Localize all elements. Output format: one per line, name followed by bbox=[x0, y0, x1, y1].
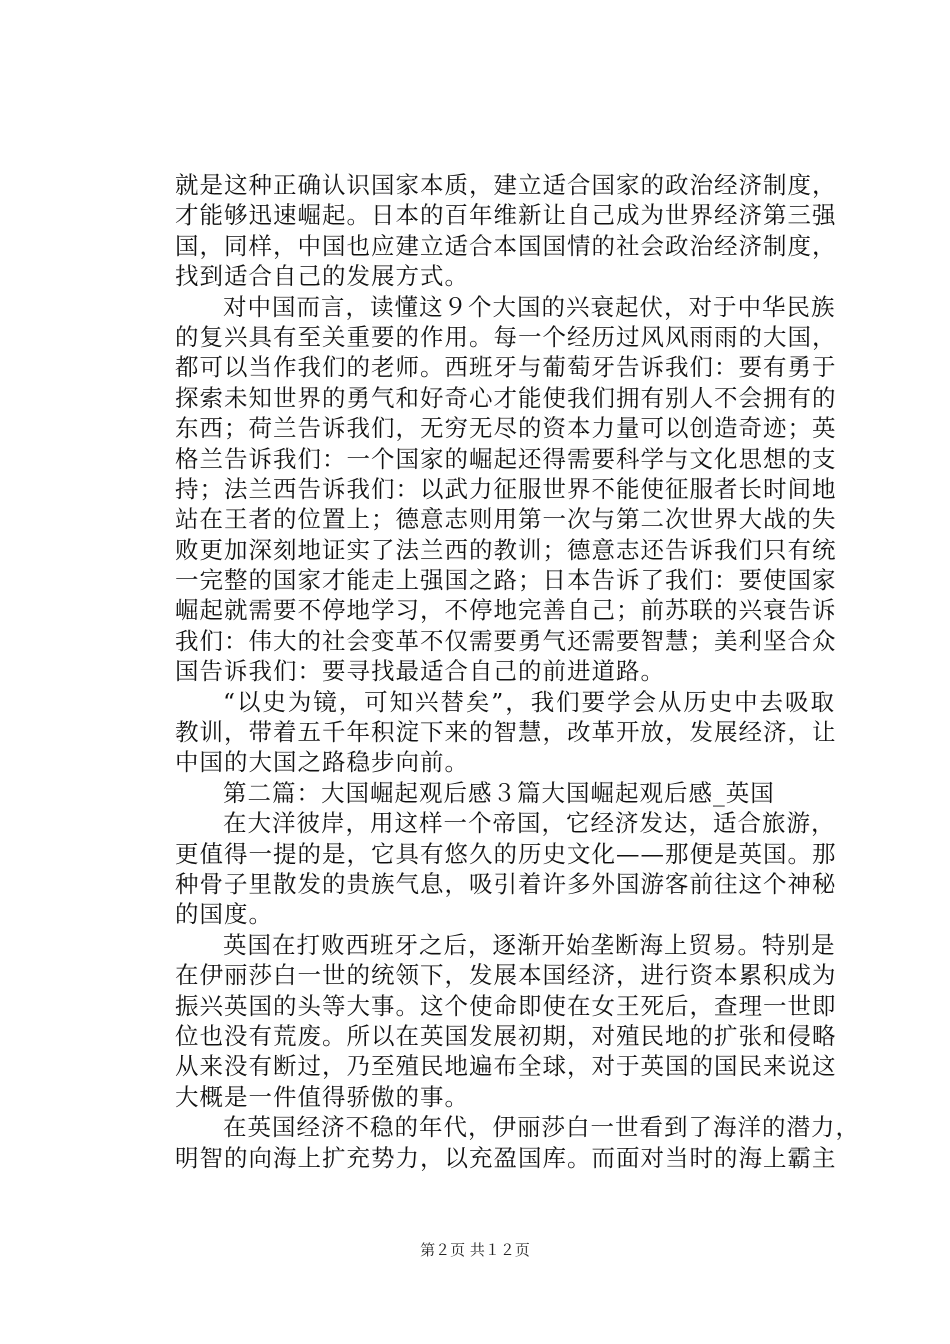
text-line: 崛起就需要不停地学习，不停地完善自己；前苏联的兴衰告诉 bbox=[175, 596, 837, 625]
text-line: 明智的向海上扩充势力，以充盈国库。而面对当时的海上霸主 bbox=[175, 1143, 837, 1172]
text-line: 探索未知世界的勇气和好奇心才能使我们拥有别人不会拥有的 bbox=[175, 383, 837, 412]
text-line: 站在王者的位置上；德意志则用第一次与第二次世界大战的失 bbox=[175, 505, 837, 534]
text-line: “以史为镜，可知兴替矣”，我们要学会从历史中去吸取 bbox=[223, 687, 835, 716]
text-line: 在大洋彼岸，用这样一个帝国，它经济发达，适合旅游， bbox=[223, 809, 836, 838]
text-line: 国，同样，中国也应建立适合本国国情的社会政治经济制度， bbox=[175, 231, 837, 260]
text-line: 格兰告诉我们：一个国家的崛起还得需要科学与文化思想的支 bbox=[175, 444, 837, 473]
text-line: 才能够迅速崛起。日本的百年维新让自己成为世界经济第三强 bbox=[175, 201, 837, 230]
document-body bbox=[175, 170, 860, 1173]
text-line: 教训，带着五千年积淀下来的智慧，改革开放，发展经济，让 bbox=[175, 718, 837, 747]
text-line: 对中国而言，读懂这９个大国的兴衰起伏，对于中华民族 bbox=[223, 292, 836, 321]
text-line: 大概是一件值得骄傲的事。 bbox=[175, 1082, 469, 1111]
text-line: 一完整的国家才能走上强国之路；日本告诉了我们：要使国家 bbox=[175, 566, 837, 595]
text-line: 位也没有荒废。所以在英国发展初期，对殖民地的扩张和侵略 bbox=[175, 1021, 837, 1050]
text-line: 英国在打败西班牙之后，逐渐开始垄断海上贸易。特别是 bbox=[223, 930, 836, 959]
text-line: 我们：伟大的社会变革不仅需要勇气还需要智慧；美利坚合众 bbox=[175, 626, 837, 655]
text-line: 在伊丽莎白一世的统领下，发展本国经济，进行资本累积成为 bbox=[175, 961, 837, 990]
text-line: 国告诉我们：要寻找最适合自己的前进道路。 bbox=[175, 657, 665, 686]
text-line: 的复兴具有至关重要的作用。每一个经历过风风雨雨的大国， bbox=[175, 322, 837, 351]
page-footer: 第２页 共１２页 bbox=[420, 1241, 530, 1259]
text-line: 更值得一提的是，它具有悠久的历史文化——那便是英国。那 bbox=[175, 839, 837, 868]
text-line: 第二篇：大国崛起观后感３篇大国崛起观后感_英国 bbox=[223, 778, 775, 807]
text-line: 东西；荷兰告诉我们，无穷无尽的资本力量可以创造奇迹；英 bbox=[175, 414, 837, 443]
text-line: 种骨子里散发的贵族气息，吸引着许多外国游客前往这个神秘 bbox=[175, 869, 837, 898]
text-line: 中国的大国之路稳步向前。 bbox=[175, 748, 469, 777]
text-line: 找到适合自己的发展方式。 bbox=[175, 262, 469, 291]
text-line: 就是这种正确认识国家本质，建立适合国家的政治经济制度， bbox=[175, 171, 837, 199]
text-line: 从来没有断过，乃至殖民地遍布全球，对于英国的国民来说这 bbox=[175, 1052, 837, 1081]
text-line: 的国度。 bbox=[175, 900, 273, 929]
text-line: 持；法兰西告诉我们：以武力征服世界不能使征服者长时间地 bbox=[175, 474, 837, 503]
text-line: 振兴英国的头等大事。这个使命即使在女王死后，查理一世即 bbox=[175, 991, 837, 1020]
text-line: 败更加深刻地证实了法兰西的教训；德意志还告诉我们只有统 bbox=[175, 535, 837, 564]
text-line: 在英国经济不稳的年代，伊丽莎白一世看到了海洋的潜力， bbox=[223, 1113, 860, 1142]
text-line: 都可以当作我们的老师。西班牙与葡萄牙告诉我们：要有勇于 bbox=[175, 353, 837, 382]
